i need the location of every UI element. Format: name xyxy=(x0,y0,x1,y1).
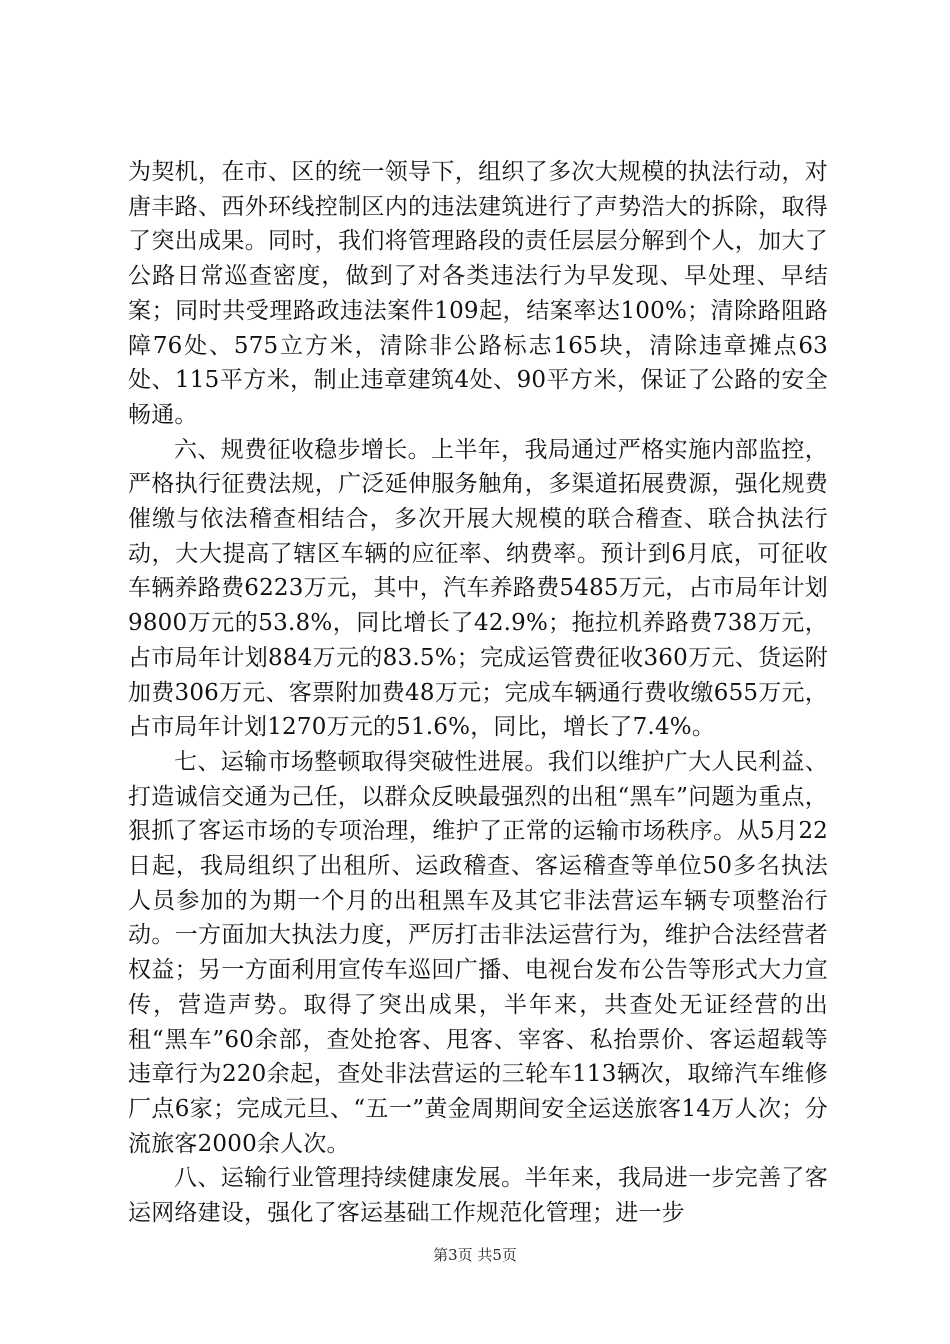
paragraph-continuation: 为契机，在市、区的统一领导下，组织了多次大规模的执法行动，对唐丰路、西外环线控制区内的违法建筑进行了声势浩大的拆除，取得了突出成果。同时，我们将管理路段的责任层层分解到个人，加大了公路日常巡查密度，做到了对各类违法行为早发现、早处理、早结案；同时共受理路政违法案件109起，结案率达100%；清除路阻路障76处、575立方米，清除非公路标志165块，清除违章摊点63处、115平方米，制止违章建筑4处、90平方米，保证了公路的安全畅通。 xyxy=(128,159,828,428)
page-number-footer: 第3页 共5页 xyxy=(433,1246,517,1264)
paragraph-section-7: 七、运输市场整顿取得突破性进展。我们以维护广大人民利益、打造诚信交通为己任，以群众反映最强烈的出租“黑车”问题为重点，狠抓了客运市场的专项治理，维护了正常的运输市场秩序。从5月22日起，我局组织了出租所、运政稽查、客运稽查等单位50多名执法人员参加的为期一个月的出租黑车及其它非法营运车辆专项整治行动。一方面加大执法力度，严厉打击非法运营行为，维护合法经营者权益；另一方面利用宣传车巡回广播、电视台发布公告等形式大力宣传，营造声势。取得了突出成果，半年来，共查处无证经营的出租“黑车”60余部，查处抢客、甩客、宰客、私抬票价、客运超载等违章行为220余起，查处非法营运的三轮车113辆次，取缔汽车维修厂点6家；完成元旦、“五一”黄金周期间安全运送旅客14万人次；分流旅客2000余人次。 xyxy=(128,748,828,1157)
paragraph-section-6: 六、规费征收稳步增长。上半年，我局通过严格实施内部监控，严格执行征费法规，广泛延伸服务触角，多渠道拓展费源，强化规费催缴与依法稽查相结合，多次开展大规模的联合稽查、联合执法行动，大大提高了辖区车辆的应征率、纳费率。预计到6月底，可征收车辆养路费6223万元，其中，汽车养路费5485万元，占市局年计划9800万元的53.8%，同比增长了42.9%；拖拉机养路费738万元，占市局年计划884万元的83.5%；完成运管费征收360万元、货运附加费306万元、客票附加费48万元；完成车辆通行费收缴655万元，占市局年计划1270万元的51.6%，同比，增长了7.4%。 xyxy=(128,436,828,741)
paragraph-section-8: 八、运输行业管理持续健康发展。半年来，我局进一步完善了客运网络建设，强化了客运基础工作规范化管理；进一步 xyxy=(128,1165,828,1227)
body-text xyxy=(128,155,828,1231)
